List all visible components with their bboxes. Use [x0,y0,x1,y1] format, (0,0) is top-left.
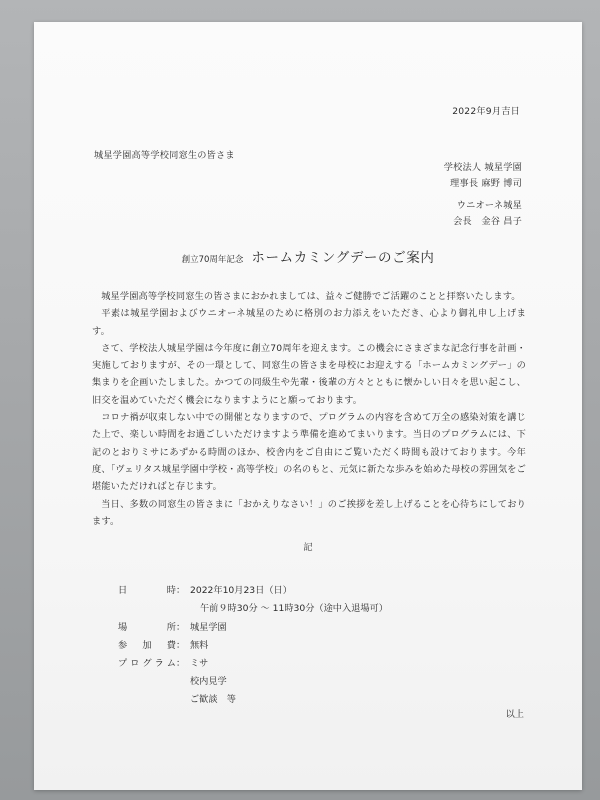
sender-president: 会長 金谷 昌子 [453,216,522,227]
detail-value: 校内見学 [190,676,227,687]
letter-paper [34,22,582,790]
detail-colon: ： [176,585,186,596]
detail-label: 参加費 [118,640,176,651]
detail-label: 日 時 [118,585,176,596]
title-prefix: 創立70周年記念 [181,255,244,265]
sender-alumni-org: ウニオーネ城星 [456,200,522,211]
detail-value: 無料 [190,640,209,651]
detail-label: プログラム [118,658,176,669]
ki-heading: 記 [303,542,313,553]
detail-value: ご歓談 等 [190,694,236,705]
sender-chairman: 理事長 麻野 博司 [450,178,522,189]
paragraph: さて、学校法人城星学園は今年度に創立70周年を迎えます。この機会にさまざまな記念行事を計画・実施しておりますが、その一環として、同窓生の皆さまを母校にお迎えする「ホームカミングデー」の集まりを企画いたしました。かつての同級生や先輩・後輩の方々とともに懐かしい日々を思い起こし、旧交を温めていただく機会になりますようにと願っております。 [92,342,526,406]
sender-org: 学校法人 城星学園 [443,162,522,173]
paragraph: 当日、多数の同窓生の皆さまに「おかえりなさい！」のご挨拶を差し上げることを心待ちにしております。 [92,498,526,527]
detail-value: 2022年10月23日（日） [190,585,292,596]
detail-value: 城星学園 [190,622,227,633]
detail-colon: ： [176,622,186,633]
paragraph: 平素は城星学園およびウニオーネ城星のために格別のお力添えをいただき、心より御礼申し上げます。 [92,308,526,337]
detail-value: ミサ [190,658,209,669]
date: 2022年9月吉日 [452,106,520,117]
paragraph: 城星学園高等学校同窓生の皆さまにおかれましては、益々ご健勝でご活躍のことと拝察いたします。 [101,291,521,302]
closing: 以上 [505,709,524,720]
detail-colon: ： [176,640,186,651]
document-title [34,246,582,266]
letter-body [92,288,526,530]
paragraph: コロナ禍が収束しない中での開催となりますので、プログラムの内容を含めて万全の感染対策を講じた上で、楽しい時間をお過ごしいただけますよう準備を進めてまいります。当日のプログラムには、下記のとおりミサにあずかる時間のほか、校舎内をご自由にご覧いただく時間も設けております。今年度、「ヴェリタス城星学園中学校・高等学校」の名のもと、元気に新たな歩みを始めた母校の雰囲気をご堪能いただければと存じます。 [92,412,526,493]
detail-value: 午前９時30分 ～ 11時30分（途中入退場可） [200,603,388,614]
detail-colon: ： [176,658,186,669]
detail-label: 場 所 [118,622,176,633]
addressee: 城星学園高等学校同窓生の皆さま [94,150,235,161]
title-main: ホームカミングデーのご案内 [251,250,435,266]
